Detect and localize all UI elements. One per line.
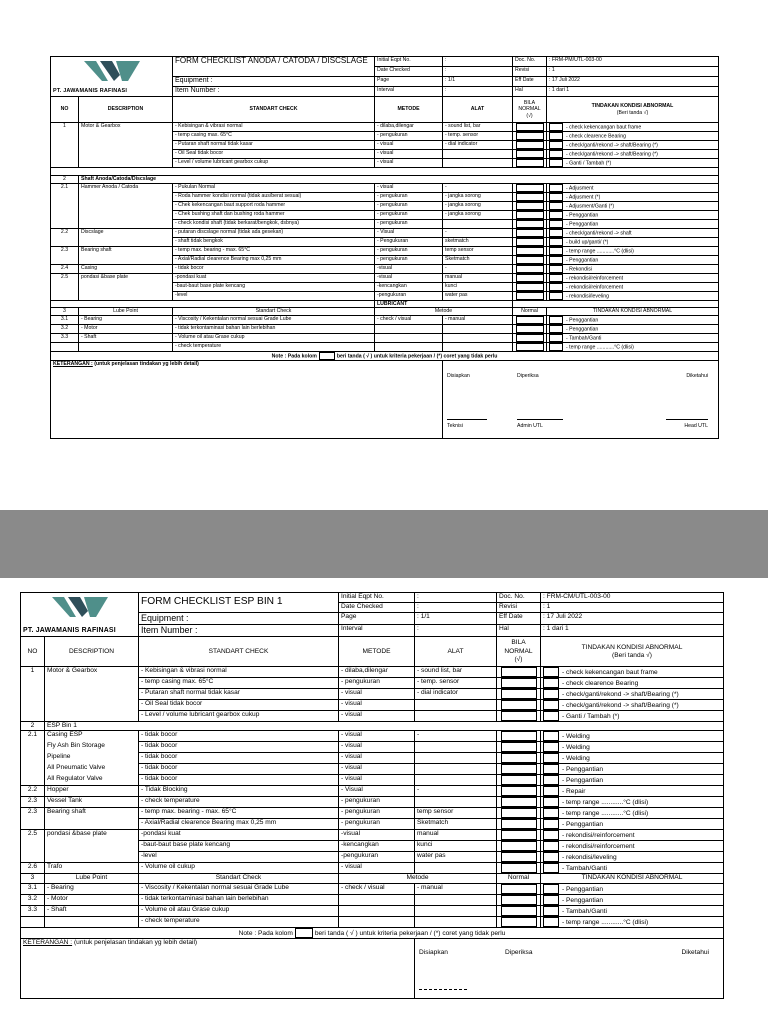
normal-checkbox[interactable] (516, 150, 544, 158)
action-checkbox[interactable] (543, 775, 559, 785)
form-title: FORM CHECKLIST ESP BIN 1 (139, 593, 339, 613)
action-checkbox[interactable] (543, 797, 559, 807)
col-alat: ALAT (443, 97, 513, 123)
logo-cell (21, 593, 139, 637)
row-alat: - sound list, bar (443, 123, 513, 132)
normal-checkbox[interactable] (516, 184, 544, 192)
column-header-row (51, 97, 719, 123)
col-bila-normal: BILA NORMAL (√) (513, 97, 547, 123)
action-checkbox[interactable] (549, 292, 563, 300)
normal-checkbox[interactable] (501, 906, 537, 916)
col-standart-check: STANDART CHECK (173, 97, 375, 123)
normal-checkbox[interactable] (501, 667, 537, 677)
column-header-row: NO DESCRIPTION STANDART CHECK METODE ALAT BILA NORMAL (√) TINDAKAN KONDISI ABNORMAL (Beri tanda √) (21, 637, 724, 667)
section-2-header: 2 ESP Bin 1 (21, 722, 724, 731)
normal-checkbox[interactable] (516, 193, 544, 201)
logo-cell (51, 57, 173, 97)
action-checkbox[interactable] (543, 711, 559, 721)
col-description: DESCRIPTION (79, 97, 173, 123)
action-checkbox[interactable] (543, 731, 559, 741)
normal-checkbox[interactable] (501, 841, 537, 851)
action-checkbox[interactable] (549, 132, 563, 140)
company-name: PT. JAWAMANIS RAFINASI (23, 626, 116, 634)
normal-checkbox[interactable] (516, 238, 544, 246)
action-checkbox[interactable] (543, 786, 559, 796)
section-2-rows: 2.1 Casing ESP - tidak bocor - visual - - Welding Fly Ash Bin Storage - tidak bocor - visual - Welding Pipeline - tidak bocor - visual - Welding All Pneumatic Valve - tidak bocor - visual - Penggantian All Regulator Valve - tidak bocor - visual - Penggantian 2.2 Hopper - Tidak Blocking - Visual - - Repair 2.3 Vessel Tank - check temperature - pengukuran - temp range ............°C (dlisi) 2.3 Bearing shaft - temp max. bearing - max. 65°C - pengukuran temp sensor - temp range ............°C (dlisi) - Axial/Radial clearence Bearing max 0,25 mm - pengukuran Sketmatch - Penggantian 2.5 pondasi &base plate -pondasi kuat -visual manual - rekondisi/reinforcement -baut-baut base plate kencang -kencangkan kunci - rekondisi/reinforcement -level -pengukuran water pas - rekondisi/leveling 2.6 Trafo - Volume oil cukup - visual - Tambah/Ganti (21, 731, 724, 874)
action-checkbox[interactable] (543, 852, 559, 862)
item-number-field[interactable]: Item Number : (173, 87, 375, 97)
normal-checkbox[interactable] (516, 316, 544, 324)
normal-checkbox[interactable] (516, 274, 544, 282)
normal-checkbox[interactable] (501, 917, 537, 927)
normal-checkbox[interactable] (501, 830, 537, 840)
checklist-form-table (50, 56, 719, 439)
row-std: - Level / volume lubricant gearbox cukup (173, 159, 375, 168)
row-met: - visual (375, 159, 443, 168)
action-checkbox[interactable] (543, 917, 559, 927)
action-checkbox[interactable] (549, 334, 563, 342)
normal-checkbox[interactable] (501, 852, 537, 862)
action-checkbox[interactable] (543, 895, 559, 905)
action-checkbox[interactable] (549, 283, 563, 291)
company-name: PT. JAWAMANIS RAFINASI (53, 88, 128, 95)
action-checkbox[interactable] (549, 150, 563, 158)
normal-checkbox[interactable] (516, 123, 544, 131)
row-std: - Oil Seal tidak bocor (173, 150, 375, 159)
row-met: - pengukuran (375, 132, 443, 141)
keterangan-label: KETERANGAN : (23, 938, 73, 946)
action-checkbox[interactable] (549, 247, 563, 255)
normal-checkbox[interactable] (501, 819, 537, 829)
meta-label: Eff Date (513, 77, 547, 87)
normal-checkbox[interactable] (501, 742, 537, 752)
normal-checkbox[interactable] (501, 731, 537, 741)
action-checkbox[interactable] (543, 667, 559, 677)
action-checkbox[interactable] (549, 211, 563, 219)
action-checkbox[interactable] (543, 863, 559, 873)
meta-value: : 1 (547, 67, 719, 77)
normal-checkbox[interactable] (501, 678, 537, 688)
action-checkbox[interactable] (549, 202, 563, 210)
action-checkbox[interactable] (549, 123, 563, 131)
action-checkbox[interactable] (549, 238, 563, 246)
meta-value: : FRM-PM/UTL-003-00 (547, 57, 719, 67)
col-metode: METODE (375, 97, 443, 123)
meta-label: Revisi (513, 67, 547, 77)
row-std: - Kebisingan & vibrasi normal (173, 123, 375, 132)
sign-diketahui: Diketahui (686, 372, 708, 379)
row-action: - check/ganti/rekond -> shaft/Bearing (*) (547, 150, 719, 159)
keterangan-label: KETERANGAN : (53, 360, 93, 367)
normal-checkbox[interactable] (516, 334, 544, 342)
normal-checkbox[interactable] (516, 229, 544, 237)
normal-checkbox[interactable] (516, 325, 544, 333)
checklist-sheet-esp-bin (0, 578, 768, 1024)
normal-checkbox[interactable] (516, 159, 544, 167)
signature-area: KETERANGAN : (untuk penjelasan tindakan yg lebih detail) Disiapkan Diperiksa Diketahui Teknisi Admin UTL Head UTL (51, 360, 719, 438)
normal-checkbox[interactable] (501, 884, 537, 894)
row-action: - check/ganti/rekond -> shaft/Bearing (*) (547, 141, 719, 150)
action-checkbox[interactable] (549, 343, 563, 351)
action-checkbox[interactable] (549, 193, 563, 201)
section-2-header: 2 Shaft Anoda/Catoda/Discslage (51, 176, 719, 184)
lube-header-row: 3 Lube Point Standart Check Metode Normal TINDAKAN KONDISI ABNORMAL (51, 308, 719, 316)
meta-label: Page (375, 77, 443, 87)
normal-checkbox[interactable] (516, 202, 544, 210)
normal-checkbox[interactable] (516, 247, 544, 255)
action-checkbox[interactable] (543, 700, 559, 710)
action-checkbox[interactable] (549, 229, 563, 237)
equipment-field[interactable]: Equipment : (173, 77, 375, 87)
checklist-sheet-anoda-catoda (0, 0, 768, 510)
normal-checkbox[interactable] (501, 863, 537, 873)
row-alat: - temp. sensor (443, 132, 513, 141)
meta-label: Initial Eqpt No. (375, 57, 443, 67)
meta-value: : (443, 57, 513, 67)
normal-checkbox[interactable] (501, 775, 537, 785)
row-alat (443, 150, 513, 159)
row-action: - check clearence Bearing (547, 132, 719, 141)
sign-admin: Admin UTL (517, 422, 543, 429)
row-met: - visual (375, 141, 443, 150)
equipment-field[interactable]: Equipment : (139, 613, 339, 625)
lubricant-label: LUBRICANT (375, 300, 513, 308)
normal-checkbox[interactable] (501, 808, 537, 818)
action-checkbox[interactable] (543, 808, 559, 818)
row-std: - temp casing max. 65°C (173, 132, 375, 141)
sign-diketahui: Diketahui (681, 948, 709, 956)
sign-diperiksa: Diperiksa (517, 372, 539, 379)
action-checkbox[interactable] (549, 316, 563, 324)
note-row: Note : Pada kolom beri tanda ( √ ) untuk kriteria pekerjaan / (*) coret yang tidak perlu (21, 927, 724, 938)
meta-label: Doc. No. (513, 57, 547, 67)
action-checkbox[interactable] (549, 274, 563, 282)
action-checkbox[interactable] (549, 325, 563, 333)
meta-value: : 17 Juli 2022 (547, 77, 719, 87)
lube-rows: 3.1 - Bearing - Viscosity / Kekentalan normal sesuai Grade Lube - check / visual - manual - Penggantian 3.2 - Motor - tidak terkontaminasi bahan lain berlebihan - Penggantian 3.3 - Shaft - Volume oil atau Grase cukup - Tambah/Ganti - check temperature - temp range ............°C (dlisi) (51, 315, 719, 351)
col-tindakan: TINDAKAN KONDISI ABNORMAL (Beri tanda √) (547, 97, 719, 123)
meta-value: : (443, 67, 513, 77)
action-checkbox[interactable] (543, 678, 559, 688)
row-no: 1 (51, 123, 79, 132)
normal-checkbox[interactable] (501, 689, 537, 699)
row-met: - dilaba,dilengar (375, 123, 443, 132)
normal-checkbox[interactable] (516, 283, 544, 291)
normal-checkbox[interactable] (501, 711, 537, 721)
normal-checkbox[interactable] (501, 786, 537, 796)
normal-checkbox[interactable] (501, 753, 537, 763)
row-desc: Motor & Gearbox (79, 123, 173, 132)
form-title: FORM CHECKLIST ANODA / CATODA / DISCSLAGE (173, 57, 375, 77)
normal-checkbox[interactable] (501, 764, 537, 774)
meta-label: Interval (375, 87, 443, 97)
sign-diperiksa: Diperiksa (505, 948, 533, 956)
meta-value: : 1/1 (443, 77, 513, 87)
col-no: NO (51, 97, 79, 123)
section-1-rows: 1 Motor & Gearbox - Kebisingan & vibrasi normal - dilaba,dilengar - sound list, bar - check kekencangan baut frame - temp casing max. 65°C - pengukuran - temp. sensor - check clearence Bearing - Putaran shaft normal tidak kasar - visual - dial indicator - check/ganti/rekond -> shaft/Bearing (*) - Oil Seal tidak bocor - visual - check/ganti/rekond -> shaft/Bearing (*) - Level / volume lubricant gearbox cukup - visual - Ganti / Tambah (*) (21, 667, 724, 722)
action-checkbox[interactable] (543, 906, 559, 916)
company-logo (48, 595, 112, 621)
company-logo (82, 59, 142, 85)
section-2-rows: 2.1 Hammer Anoda / Catoda - Pukulan Normal - visual - - Adjusment - Roda hammer kondisi normal (tidak aus/berat sesuai) - pengukuran - jangka sorong - Adjusment (*) - Chek kekencangan baut support roda hammer - pengukuran - jangka sorong - Adjusment/Ganti (*) - Chek bushing shaft dan bushing roda hammer - pengukuran - jangka sorong - Penggantian - check kondisi shaft (tidak berkarat/bengkok, dsbnya) - pengukuran - Penggantian 2.2 Discslage - putaran discslage normal (tidak ada gesekan) - Visual - - check/ganti/rekond -> shaft - shaft tidak bengkok - Pengukuran sketmatch - build up/ganti/ (*) 2.3 Bearing shaft - temp max. bearing - max. 65°C - pengukuran temp sensor - temp range ............°C (dlisi) - Axial/Radial clearence Bearing max 0,25 mm - pengukuran Sketmatch - Penggantian 2.4 Casing - tidak bocor -visual - - Rekondisi 2.5 pondasi &base plate -pondasi kuat -visual manual - rekondisi/reinforcement -baut-baut base plate kencang -kencangkan kunci - rekondisi/reinforcement -level -pengukuran water pas - rekondisi/leveling (51, 183, 719, 300)
normal-checkbox[interactable] (516, 343, 544, 351)
note-row: Note : Pada kolom beri tanda ( √ ) untuk kriteria pekerjaan / (*) coret yang tidak perlu (51, 351, 719, 360)
normal-checkbox[interactable] (501, 797, 537, 807)
action-checkbox[interactable] (549, 220, 563, 228)
action-checkbox[interactable] (543, 764, 559, 774)
action-checkbox[interactable] (543, 841, 559, 851)
normal-checkbox[interactable] (516, 141, 544, 149)
action-checkbox[interactable] (549, 184, 563, 192)
meta-label: Date Checked (375, 67, 443, 77)
row-met: - visual (375, 150, 443, 159)
normal-checkbox[interactable] (516, 211, 544, 219)
row-action: - Ganti / Tambah (*) (547, 159, 719, 168)
sign-disiapkan: Disiapkan (419, 948, 448, 956)
row-action: - check kekencangan baut frame (547, 123, 719, 132)
sign-head: Head UTL (684, 422, 708, 429)
meta-label: Hal (513, 87, 547, 97)
normal-checkbox[interactable] (516, 292, 544, 300)
meta-value: : 1 dari 1 (547, 87, 719, 97)
action-checkbox[interactable] (549, 265, 563, 273)
action-checkbox[interactable] (549, 159, 563, 167)
action-checkbox[interactable] (543, 884, 559, 894)
sign-disiapkan: Disiapkan (447, 372, 470, 379)
action-checkbox[interactable] (543, 830, 559, 840)
item-number-field[interactable]: Item Number : (139, 625, 339, 637)
action-checkbox[interactable] (549, 256, 563, 264)
action-checkbox[interactable] (543, 819, 559, 829)
signature-area: KETERANGAN : (untuk penjelasan tindakan yg lebih detail) Disiapkan Diperiksa Diketahui (21, 938, 724, 998)
normal-checkbox[interactable] (516, 132, 544, 140)
row-alat (443, 159, 513, 168)
normal-checkbox[interactable] (516, 256, 544, 264)
normal-checkbox[interactable] (501, 700, 537, 710)
row-std: - Putaran shaft normal tidak kasar (173, 141, 375, 150)
meta-value: : (443, 87, 513, 97)
action-checkbox[interactable] (543, 689, 559, 699)
lube-rows: 3.1 - Bearing - Viscosity / Kekentalan normal sesuai Grade Lube - check / visual - manual - Penggantian 3.2 - Motor - tidak terkontaminasi bahan lain berlebihan - Penggantian 3.3 - Shaft - Volume oil atau Grase cukup - Tambah/Ganti - check temperature - temp range ............°C (dlisi) (21, 883, 724, 927)
action-checkbox[interactable] (543, 742, 559, 752)
normal-checkbox[interactable] (516, 220, 544, 228)
normal-checkbox[interactable] (516, 265, 544, 273)
action-checkbox[interactable] (549, 141, 563, 149)
lube-header-row: 3 Lube Point Standart Check Metode Normal TINDAKAN KONDISI ABNORMAL (21, 874, 724, 883)
checklist-form-table: PT. JAWAMANIS RAFINASI FORM CHECKLIST ESP BIN 1 Initial Eqpt No. : Doc. No. : FRM-CM/UTL-003-00 Date Checked : Revisi : 1 Equipment : Page : 1/1 Eff Date : 17 Juli 2022 Item Number : Interval : Hal : 1 dari 1 NO DESCRIPTION STANDART CHECK METODE ALAT BILA NORMAL (√) TINDAKAN KONDISI ABNORMAL (Beri tanda √) 1 Motor & Gearbox - Kebisingan & vibrasi normal - dilaba,dilengar - sound list, bar - check kekencangan baut frame - temp casing max. 65°C - pengukuran - temp. sensor - check clearence Bearing - Putaran shaft normal tidak kasar - visual - dial indicator - check/ganti/rekond -> shaft/Bearing (*) - Oil Seal tidak bocor - visual - check/ganti/rekond -> shaft/Bearing (*) - Level / volume lubricant gearbox cukup - visual - Ganti / Tambah (*) 2 ESP Bin 1 2.1 Casing ESP - tidak bocor - visual - - Welding Fly Ash Bin Storage - tidak bocor - visual - Welding Pipeline - tidak bocor - visual - Welding All Pneumatic Valve - tidak bocor - visual - Penggantian All Regulator Valve - tidak bocor - visual - Penggantian 2.2 Hopper - Tidak Blocking - Visual - - Repair 2.3 Vessel Tank - check temperature - pengukuran - temp range ............°C (dlisi) 2.3 Bearing shaft - temp max. bearing - max. 65°C - pengukuran temp sensor - temp range ............°C (dlisi) - Axial/Radial clearence Bearing max 0,25 mm - pengukuran Sketmatch - Penggantian 2.5 pondasi &base plate -pondasi kuat -visual manual - rekondisi/reinforcement -baut-baut base plate kencang -kencangkan kunci - rekondisi/reinforcement -level -pengukuran water pas - rekondisi/leveling 2.6 Trafo - Volume oil cukup - visual - Tambah/Ganti 3 Lube Point Standart Check Metode Normal TINDAKAN KONDISI ABNORMAL 3.1 - Bearing - Viscosity / Kekentalan normal sesuai Grade Lube - check / visual - manual - Penggantian 3.2 - Motor - tidak terkontaminasi bahan lain berlebihan - Penggantian 3.3 - Shaft - Volume oil atau Grase cukup - Tambah/Ganti - check temperature - temp range ............°C (dlisi) Note : Pada kolom beri tanda ( √ ) untuk kriteria pekerjaan / (*) coret yang tidak perlu KETERANGAN : (untuk penjelasan tindakan yg lebih detail) Disiapkan Diperiksa Diketahui (20, 592, 724, 999)
normal-checkbox[interactable] (501, 895, 537, 905)
row-alat: - dial indicator (443, 141, 513, 150)
action-checkbox[interactable] (543, 753, 559, 763)
section-1-rows (51, 123, 719, 168)
sign-teknisi: Teknisi (447, 422, 463, 429)
